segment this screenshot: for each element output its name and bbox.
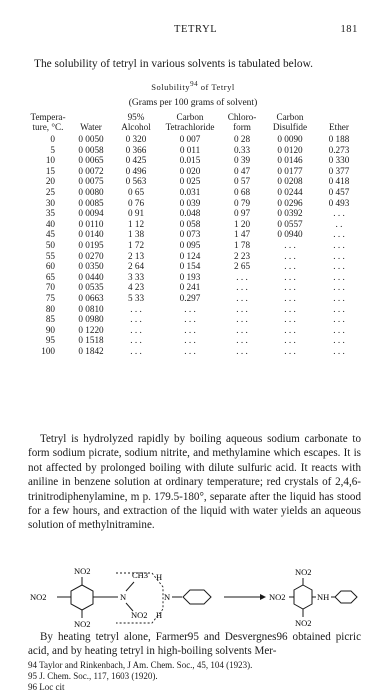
solubility-cell: 0 0940 bbox=[277, 229, 303, 240]
footnotes bbox=[28, 660, 361, 693]
table-subtitle: (Grams per 100 grams of solvent) bbox=[128, 98, 258, 108]
solubility-cell: . . . bbox=[130, 314, 142, 325]
solubility-cell: 0 0050 bbox=[78, 134, 104, 144]
column-header-top: Carbon bbox=[176, 112, 204, 122]
temperature-cell: 20 bbox=[45, 176, 55, 187]
solubility-cell: 0 188 bbox=[328, 134, 350, 144]
reaction-scheme-drawing bbox=[30, 563, 360, 629]
solubility-cell: . . . bbox=[284, 292, 296, 303]
paragraph-text: By heating tetryl alone, Farmer95 and Desvergnes96 obtained picric acid, and by heating tetryl in high-boiling solvents Mer- bbox=[28, 631, 361, 658]
solubility-cell: 0 0075 bbox=[78, 176, 104, 187]
temperature-cell: 75 bbox=[45, 292, 55, 303]
column-header-top bbox=[69, 112, 113, 122]
solubility-cell: . . . bbox=[333, 282, 345, 293]
solubility-cell: 0 0094 bbox=[78, 208, 104, 219]
solubility-cell: 0 0080 bbox=[78, 186, 104, 197]
table-header-row-top bbox=[27, 112, 361, 122]
solubility-table bbox=[27, 112, 361, 356]
solubility-cell: . . . bbox=[333, 324, 345, 335]
column-header: form bbox=[233, 122, 251, 132]
phenyl-ring-right bbox=[335, 591, 357, 603]
solubility-cell: 0 0085 bbox=[78, 197, 104, 208]
solubility-cell: 0 39 bbox=[233, 155, 251, 166]
solubility-cell: . . . bbox=[333, 292, 345, 303]
column-header: Tetrachloride bbox=[165, 122, 215, 132]
solubility-cell: . . . bbox=[130, 345, 142, 356]
table-row bbox=[27, 145, 361, 156]
picryl-ring-right bbox=[294, 585, 312, 609]
solubility-cell: 0 0663 bbox=[78, 292, 104, 303]
column-header-top: Chloro- bbox=[227, 112, 257, 122]
solubility-cell: . . . bbox=[333, 239, 345, 250]
solubility-cell: . . . bbox=[333, 208, 345, 219]
solubility-cell: . . bbox=[335, 218, 343, 229]
solubility-cell: 0.297 bbox=[179, 292, 201, 303]
table-row bbox=[27, 187, 361, 198]
solubility-cell: . . . bbox=[236, 282, 248, 293]
solubility-cell: 0 425 bbox=[125, 155, 147, 166]
temperature-cell: 15 bbox=[45, 165, 55, 176]
solubility-cell: . . . bbox=[284, 282, 296, 293]
solubility-cell: 0 0072 bbox=[78, 165, 104, 176]
temperature-cell: 40 bbox=[45, 218, 55, 229]
temperature-cell: 80 bbox=[45, 303, 55, 314]
solubility-cell: . . . bbox=[333, 229, 345, 240]
solubility-cell: 1 47 bbox=[233, 229, 251, 240]
solubility-cell: 0 011 bbox=[179, 144, 201, 155]
solubility-cell: 0 095 bbox=[179, 239, 201, 250]
table-row bbox=[27, 176, 361, 187]
page-number: 181 bbox=[340, 24, 358, 35]
solubility-cell: 0 0110 bbox=[78, 218, 104, 229]
table-row bbox=[27, 198, 361, 209]
solubility-cell: . . . bbox=[184, 335, 196, 346]
solubility-cell: . . . bbox=[333, 345, 345, 356]
solubility-cell: 0 0350 bbox=[78, 261, 104, 272]
nitro-group-label: NO2 bbox=[295, 618, 312, 628]
solubility-cell: . . . bbox=[284, 250, 296, 261]
solubility-cell: . . . bbox=[236, 324, 248, 335]
solubility-cell: 2 23 bbox=[233, 250, 251, 261]
temperature-cell: 10 bbox=[45, 155, 55, 166]
solubility-cell: 0.031 bbox=[179, 186, 201, 197]
solubility-cell: 0 0058 bbox=[78, 144, 104, 155]
table-title-tail: of Tetryl bbox=[200, 82, 235, 92]
nitro-group-label: NO2 bbox=[74, 619, 91, 629]
table-row bbox=[27, 335, 361, 346]
bond bbox=[126, 582, 134, 591]
solubility-cell: 0 68 bbox=[233, 186, 251, 197]
temperature-cell: 65 bbox=[45, 271, 55, 282]
solubility-cell: 0 0557 bbox=[277, 218, 303, 229]
column-header: Ether bbox=[329, 122, 349, 132]
nitro-group-label: NO2 bbox=[74, 566, 91, 576]
solubility-cell: . . . bbox=[333, 303, 345, 314]
running-title: TETRYL bbox=[174, 24, 218, 35]
column-header: Disulfide bbox=[272, 122, 308, 132]
solubility-cell: 1 78 bbox=[233, 239, 251, 250]
solubility-cell: 0 57 bbox=[233, 176, 251, 187]
solubility-cell: . . . bbox=[236, 335, 248, 346]
temperature-cell: 70 bbox=[45, 282, 55, 293]
temperature-cell: 50 bbox=[45, 239, 55, 250]
table-row bbox=[27, 155, 361, 166]
solubility-cell: . . . bbox=[284, 239, 296, 250]
column-header: Alcohol bbox=[121, 122, 151, 132]
solubility-cell: 0.33 bbox=[233, 144, 251, 155]
solubility-cell: . . . bbox=[333, 250, 345, 261]
temperature-cell: 35 bbox=[45, 208, 55, 219]
nitro-group-label: NO2 bbox=[131, 610, 148, 620]
solubility-cell: . . . bbox=[236, 271, 248, 282]
solubility-cell: 0 377 bbox=[328, 165, 350, 176]
nitro-group-label: NO2 bbox=[30, 592, 47, 602]
solubility-cell: 0 154 bbox=[179, 261, 201, 272]
solubility-cell: 0 058 bbox=[179, 218, 201, 229]
picryl-ring-left bbox=[71, 585, 93, 610]
table-title-footnote-ref: 94 bbox=[190, 80, 199, 89]
solubility-cell: 0 496 bbox=[125, 165, 147, 176]
solubility-cell: . . . bbox=[236, 314, 248, 325]
table-title-text: Solubility bbox=[151, 82, 191, 92]
solubility-cell: 2 13 bbox=[127, 250, 145, 261]
table-row bbox=[27, 219, 361, 230]
hydrogen-atom-label: H bbox=[156, 572, 163, 582]
temperature-cell: 5 bbox=[50, 144, 55, 155]
solubility-cell: 4 23 bbox=[127, 282, 145, 293]
solubility-cell: . . . bbox=[236, 345, 248, 356]
solubility-cell: 0 0208 bbox=[277, 176, 303, 187]
solubility-cell: . . . bbox=[333, 271, 345, 282]
solubility-cell: 0.015 bbox=[179, 155, 201, 166]
table-row bbox=[27, 304, 361, 315]
temperature-cell: 55 bbox=[45, 250, 55, 261]
table-row bbox=[27, 272, 361, 283]
table-row bbox=[27, 293, 361, 304]
hydrogen-atom-label: H bbox=[156, 610, 163, 620]
table-row bbox=[27, 251, 361, 262]
solubility-cell: 1 38 bbox=[127, 229, 145, 240]
solubility-cell: 0 65 bbox=[127, 186, 145, 197]
column-header: ture, °C. bbox=[32, 122, 64, 132]
solubility-cell: 0 366 bbox=[125, 144, 147, 155]
paragraph-text: Tetryl is hydrolyzed rapidly by boiling aqueous sodium carbonate to form sodium picrate, sodium nitrite, and methylamine which escapes. It is not affected by prolonged boiling with dilute sulfuric acid. It reacts with aniline in benzene solution at ordinary temperature; red crystals of 2,4,6-trinitrodiphenylamine, m p. 179.5-180°, separate after the liquid has stood for a few hours, and extraction of the liquid with water yields an aqueous solution of methylnitramine. bbox=[28, 433, 361, 532]
intro-sentence: The solubility of tetryl in various solvents is tabulated below. bbox=[34, 58, 313, 70]
footnote: 96 Loc cit bbox=[28, 682, 65, 692]
solubility-cell: 0 91 bbox=[127, 208, 145, 219]
solubility-cell: 0 193 bbox=[179, 271, 201, 282]
paragraph-heating bbox=[28, 630, 361, 659]
solubility-cell: 0 28 bbox=[233, 134, 251, 144]
solubility-cell: 0 1518 bbox=[78, 335, 104, 346]
phenyl-ring-left bbox=[183, 590, 211, 604]
solubility-cell: 0 493 bbox=[328, 197, 350, 208]
table-row bbox=[27, 229, 361, 240]
table-row bbox=[27, 261, 361, 272]
solubility-cell: . . . bbox=[284, 303, 296, 314]
solubility-cell: 0.048 bbox=[179, 208, 201, 219]
solubility-cell: 0 0980 bbox=[78, 314, 104, 325]
solubility-cell: 0 0440 bbox=[78, 271, 104, 282]
temperature-cell: 25 bbox=[45, 186, 55, 197]
solubility-cell: 0 039 bbox=[179, 197, 201, 208]
solubility-cell: 0 0296 bbox=[277, 197, 303, 208]
solubility-cell: 0 320 bbox=[125, 134, 147, 144]
solubility-cell: 0 76 bbox=[127, 197, 145, 208]
solubility-cell: . . . bbox=[284, 271, 296, 282]
table-row bbox=[27, 314, 361, 325]
solubility-cell: . . . bbox=[236, 292, 248, 303]
footnote: 95 J. Chem. Soc., 117, 1603 (1920). bbox=[28, 671, 158, 681]
solubility-cell: 0 97 bbox=[233, 208, 251, 219]
solubility-cell: 0 47 bbox=[233, 165, 251, 176]
solubility-cell: . . . bbox=[184, 324, 196, 335]
column-header: Water bbox=[80, 122, 102, 132]
temperature-cell: 0 bbox=[50, 134, 55, 144]
solubility-cell: 0 0140 bbox=[78, 229, 104, 240]
solubility-cell: 0 418 bbox=[328, 176, 350, 187]
nitro-group-label: NO2 bbox=[295, 567, 312, 577]
solubility-cell: 5 33 bbox=[127, 292, 145, 303]
solubility-cell: 0 241 bbox=[179, 282, 201, 293]
temperature-cell: 45 bbox=[45, 229, 55, 240]
solubility-cell: 0 1842 bbox=[78, 345, 104, 356]
solubility-cell: 0 020 bbox=[179, 165, 201, 176]
solubility-cell: 2 64 bbox=[127, 261, 145, 272]
column-header-top: Tempera- bbox=[30, 112, 66, 122]
solubility-cell: 0 79 bbox=[233, 197, 251, 208]
solubility-cell: 0 007 bbox=[179, 134, 201, 144]
temperature-cell: 85 bbox=[45, 314, 55, 325]
solubility-cell: 0 0810 bbox=[78, 303, 104, 314]
nitro-group-label: NO2 bbox=[269, 592, 286, 602]
solubility-cell: 0 0120 bbox=[277, 144, 303, 155]
solubility-cell: 0 457 bbox=[328, 186, 350, 197]
solubility-cell: . . . bbox=[284, 261, 296, 272]
solubility-cell: . . . bbox=[284, 345, 296, 356]
table-row bbox=[27, 346, 361, 357]
solubility-cell: . . . bbox=[333, 261, 345, 272]
aniline-nitrogen-label: N bbox=[164, 592, 171, 602]
table-row bbox=[27, 325, 361, 336]
solubility-cell: 0 0090 bbox=[277, 134, 303, 144]
solubility-cell: 0 0195 bbox=[78, 239, 104, 250]
solubility-cell: 3 33 bbox=[127, 271, 145, 282]
solubility-cell: 0.273 bbox=[328, 144, 350, 155]
solubility-cell: 0 563 bbox=[125, 176, 147, 187]
solubility-cell: . . . bbox=[184, 345, 196, 356]
footnote: 94 Taylor and Rinkenbach, J Am. Chem. Soc., 45, 104 (1923). bbox=[28, 660, 253, 670]
solubility-cell: . . . bbox=[284, 324, 296, 335]
temperature-cell: 90 bbox=[45, 324, 55, 335]
solubility-cell: . . . bbox=[184, 303, 196, 314]
solubility-cell: . . . bbox=[333, 335, 345, 346]
solubility-cell: . . . bbox=[130, 335, 142, 346]
solubility-cell: . . . bbox=[333, 314, 345, 325]
reaction-arrow-head bbox=[260, 594, 266, 600]
solubility-cell: 0 0244 bbox=[277, 186, 303, 197]
temperature-cell: 95 bbox=[45, 335, 55, 346]
solubility-cell: 0 0146 bbox=[277, 155, 303, 166]
table-row bbox=[27, 208, 361, 219]
imino-group-label: NH bbox=[317, 592, 330, 602]
reaction-scheme bbox=[30, 563, 360, 629]
temperature-cell: 60 bbox=[45, 261, 55, 272]
table-header-row-bottom bbox=[27, 122, 361, 134]
solubility-cell: 1 12 bbox=[127, 218, 145, 229]
column-header-top bbox=[317, 112, 361, 122]
methyl-group-label: CH3 bbox=[132, 570, 149, 580]
solubility-cell: 0 073 bbox=[179, 229, 201, 240]
solubility-cell: . . . bbox=[284, 335, 296, 346]
solubility-cell: . . . bbox=[130, 324, 142, 335]
temperature-cell: 30 bbox=[45, 197, 55, 208]
solubility-cell: . . . bbox=[236, 303, 248, 314]
solubility-cell: . . . bbox=[184, 314, 196, 325]
solubility-cell: 1 20 bbox=[233, 218, 251, 229]
solubility-cell: . . . bbox=[130, 303, 142, 314]
table-body bbox=[27, 134, 361, 356]
solubility-cell: 0 330 bbox=[328, 155, 350, 166]
solubility-cell: 0 124 bbox=[179, 250, 201, 261]
solubility-cell: 0 0065 bbox=[78, 155, 104, 166]
solubility-cell: 0 0535 bbox=[78, 282, 104, 293]
temperature-cell: 100 bbox=[41, 345, 55, 356]
solubility-cell: 2 65 bbox=[233, 261, 251, 272]
solubility-cell: 0 0392 bbox=[277, 208, 303, 219]
table-title bbox=[0, 82, 386, 92]
column-header-top: 95% bbox=[127, 112, 145, 122]
table-row bbox=[27, 134, 361, 145]
table-row bbox=[27, 240, 361, 251]
running-head bbox=[0, 24, 386, 38]
solubility-cell: 0 1220 bbox=[78, 324, 104, 335]
paragraph-hydrolysis bbox=[28, 432, 361, 533]
table-row bbox=[27, 282, 361, 293]
solubility-cell: 0 025 bbox=[179, 176, 201, 187]
solubility-cell: 0 0270 bbox=[78, 250, 104, 261]
table-row bbox=[27, 166, 361, 177]
solubility-cell: 0 0177 bbox=[277, 165, 303, 176]
nitrogen-atom-label: N bbox=[120, 592, 127, 602]
solubility-cell: . . . bbox=[284, 314, 296, 325]
solubility-cell: 1 72 bbox=[127, 239, 145, 250]
column-header-top: Carbon bbox=[276, 112, 304, 122]
